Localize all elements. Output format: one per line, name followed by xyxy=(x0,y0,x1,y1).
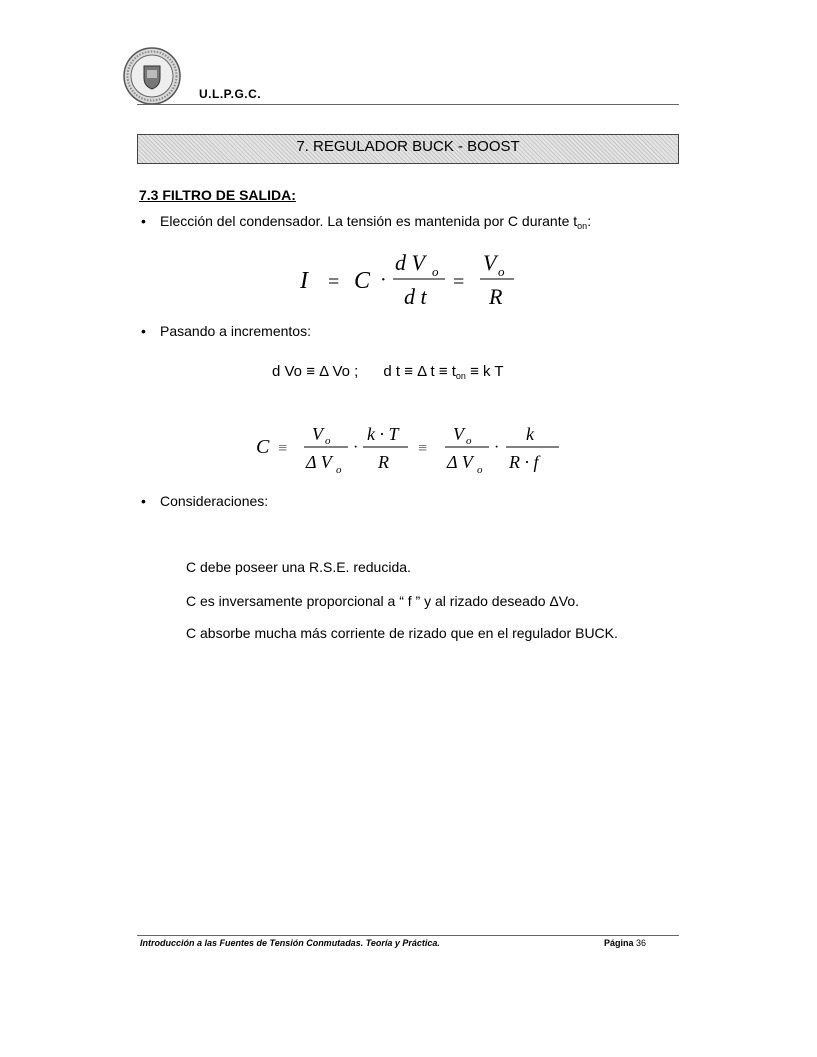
equation-capacitance xyxy=(250,420,570,485)
bullet-dot: • xyxy=(141,213,146,229)
page-label: Página xyxy=(604,938,634,948)
eq1-den1: d t xyxy=(404,284,427,309)
eq2-f1-num: V xyxy=(312,424,323,444)
bullet-text: Elección del condensador. La tensión es mantenida por C durante t xyxy=(160,213,578,229)
increments-part2: d t ≡ Δ t ≡ t xyxy=(383,363,456,380)
eq2-f3-num: V xyxy=(453,424,464,444)
eq1-equals: = xyxy=(328,271,340,293)
eq2-lhs: C xyxy=(256,436,270,458)
eq1-num1-sub: o xyxy=(432,264,439,279)
eq2-f2-num: k · T xyxy=(367,424,399,444)
footer-rule xyxy=(137,935,679,936)
eq1-den2: R xyxy=(489,284,503,309)
bullet-dot: • xyxy=(141,323,146,339)
footer-title: Introducción a las Fuentes de Tensión Conmutadas. Teoría y Práctica. xyxy=(140,938,440,948)
increments-sub: on xyxy=(455,371,466,381)
header-rule xyxy=(137,104,679,105)
page-number xyxy=(604,938,646,948)
eq1-dot: · xyxy=(380,269,387,291)
bullet-subscript: on xyxy=(577,221,588,231)
bullet-dot: • xyxy=(141,493,146,509)
bullet-text: Consideraciones: xyxy=(160,493,269,509)
bullet-item xyxy=(141,323,311,339)
eq1-equals-2: = xyxy=(453,271,465,293)
eq2-f1-num-sub: o xyxy=(325,435,331,447)
chapter-title: 7. REGULADOR BUCK - BOOST xyxy=(296,138,520,155)
increments-line xyxy=(272,363,504,381)
eq1-c: C xyxy=(354,268,371,294)
consideration-line: C absorbe mucha más corriente de rizado que en el regulador BUCK. xyxy=(186,625,618,641)
section-title: 7.3 FILTRO DE SALIDA: xyxy=(139,187,296,203)
svg-text:·: · xyxy=(353,439,359,456)
bullet-tail: : xyxy=(587,213,592,229)
svg-text:≡: ≡ xyxy=(278,440,288,457)
consideration-line: C es inversamente proporcional a “ f ” y al rizado deseado ΔVo. xyxy=(186,593,579,609)
eq2-f3-den: Δ V xyxy=(447,452,473,472)
eq2-f3-num-sub: o xyxy=(466,435,472,447)
svg-text:≡: ≡ xyxy=(418,440,428,457)
eq1-num2-sub: o xyxy=(498,264,505,279)
chapter-banner xyxy=(137,134,679,164)
bullet-item xyxy=(141,493,268,509)
svg-text:·: · xyxy=(494,439,500,456)
university-name: U.L.P.G.C. xyxy=(199,87,262,101)
eq1-lhs: I xyxy=(300,268,308,294)
eq2-f1-den: Δ V xyxy=(306,452,332,472)
eq2-f1-den-sub: o xyxy=(336,464,342,476)
university-seal-icon xyxy=(122,46,182,106)
eq1-num2: V xyxy=(483,250,497,275)
increments-part1: d Vo ≡ Δ Vo ; xyxy=(272,363,359,380)
eq2-f4-den: R · f xyxy=(509,452,539,472)
increments-part3: ≡ k T xyxy=(465,363,504,380)
consideration-line: C debe poseer una R.S.E. reducida. xyxy=(186,559,411,575)
eq2-f2-den: R xyxy=(378,452,389,472)
bullet-text: Pasando a incrementos: xyxy=(160,323,311,339)
page-number-value: 36 xyxy=(636,938,647,948)
eq1-num1: d V xyxy=(395,250,425,275)
eq2-f4-num: k xyxy=(526,424,534,444)
eq2-f3-den-sub: o xyxy=(477,464,483,476)
bullet-item xyxy=(141,213,591,231)
equation-current xyxy=(290,246,530,316)
